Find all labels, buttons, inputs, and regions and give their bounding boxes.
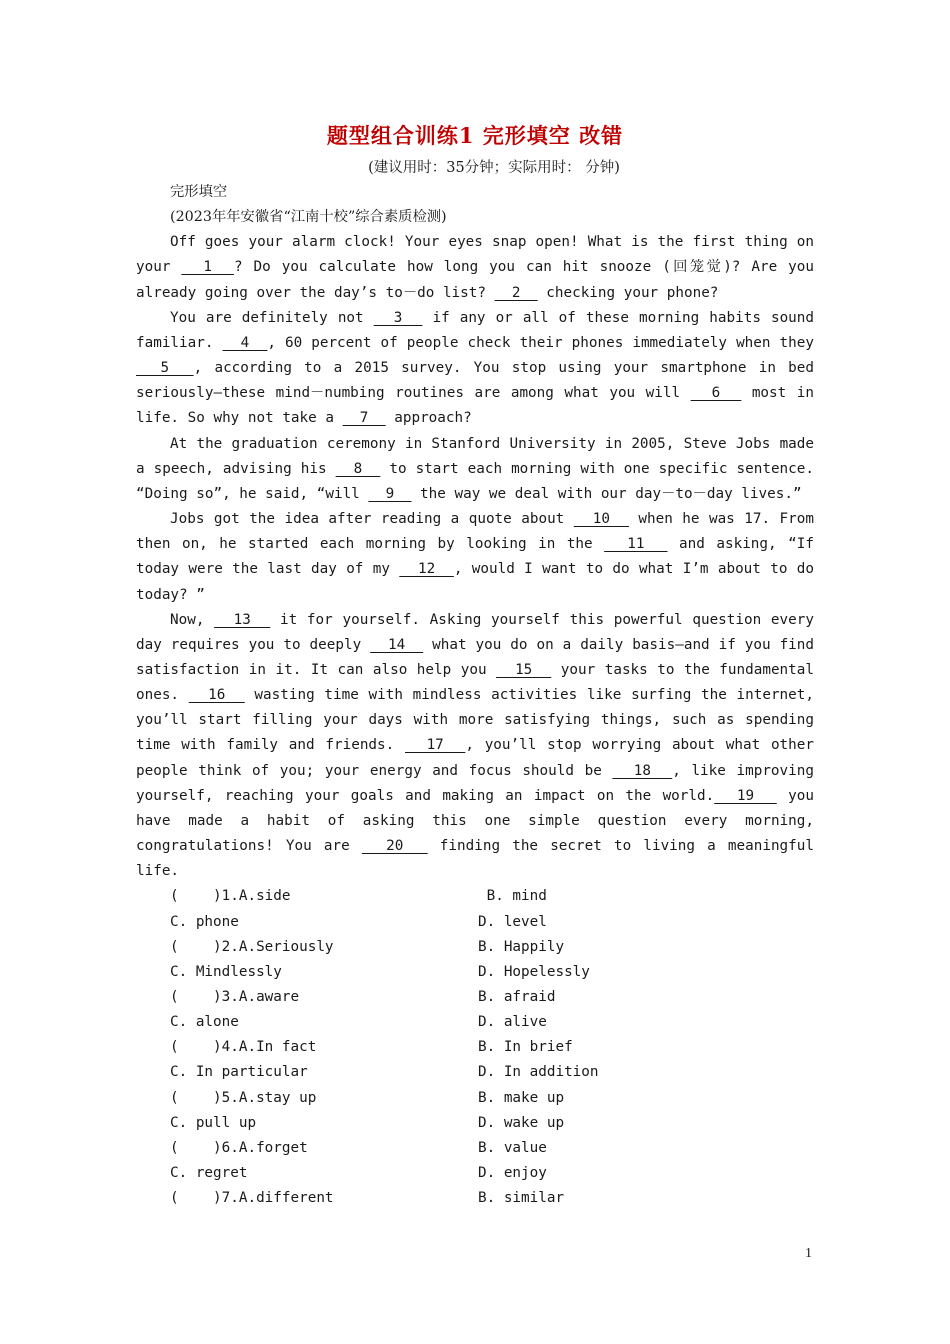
passage-text: approach? (385, 410, 472, 427)
passage-text: checking your phone? (537, 284, 719, 301)
option-row (136, 1086, 814, 1111)
option-left: ( )5.A.stay up (170, 1089, 317, 1106)
blank-15: 15 (496, 661, 552, 678)
option-row (136, 935, 814, 960)
option-row (136, 1186, 814, 1211)
question-options (136, 884, 814, 1211)
passage-text: and asking, “If today were the last day of my (136, 536, 814, 578)
option-left: C. alone (170, 1014, 239, 1031)
option-right: B. In brief (478, 1039, 573, 1056)
blank-6: 6 (690, 385, 742, 402)
passage-text: ? Do you calculate how long you can hit snooze (回笼觉)? Are you already going over the day’s to－do list? (136, 259, 815, 301)
option-left: C. phone (170, 913, 239, 930)
passage-text: Jobs got the idea after reading a quote about (170, 511, 574, 528)
option-left: C. Mindlessly (170, 963, 282, 980)
blank-14: 14 (370, 636, 424, 653)
source-note: (2023年年安徽省“江南十校”综合素质检测) (170, 209, 447, 226)
page-number: 1 (805, 1246, 812, 1261)
passage-text: You are definitely not (170, 309, 374, 326)
blank-17: 17 (405, 737, 466, 754)
blank-9: 9 (368, 485, 412, 502)
option-right: D. enjoy (478, 1164, 547, 1181)
passage-text: it for yourself. Asking yourself this powerful question every day requires you to deeply (136, 611, 814, 653)
option-row (136, 1161, 814, 1186)
blank-19: 19 (714, 787, 777, 804)
option-row (136, 1111, 814, 1136)
blank-4: 4 (222, 334, 268, 351)
option-right: D. In addition (478, 1064, 599, 1081)
option-right: D. alive (478, 1014, 547, 1031)
option-right: B. afraid (478, 988, 556, 1005)
passage-paragraph-2 (136, 306, 814, 432)
option-right: B. Happily (478, 938, 565, 955)
option-left: ( )3.A.aware (170, 988, 300, 1005)
option-right: B. mind (478, 888, 547, 905)
passage-text: your tasks to the fundamental ones. (136, 661, 814, 704)
option-row (136, 884, 814, 909)
option-left: C. regret (170, 1164, 248, 1181)
blank-20: 20 (361, 838, 428, 855)
option-row (136, 985, 814, 1010)
passage-text: to start each morning with one specific sentence. “Doing so”, he said, “will (136, 460, 814, 502)
option-row (136, 960, 814, 985)
blank-11: 11 (604, 536, 668, 553)
passage-paragraph-1 (136, 230, 814, 305)
section-heading: 完形填空 (170, 184, 228, 200)
blank-7: 7 (342, 410, 386, 427)
blank-10: 10 (573, 511, 629, 528)
passage-text: At the graduation ceremony in Stanford University in 2005, Steve Jobs made a speech, advising his (136, 435, 814, 477)
page-title: 题型组合训练1 完形填空 改错 (326, 123, 624, 148)
option-left: ( )6.A.forget (170, 1139, 308, 1156)
blank-8: 8 (335, 460, 381, 477)
option-right: D. Hopelessly (478, 963, 590, 980)
option-right: B. make up (478, 1089, 565, 1106)
passage-text: , according to a 2015 survey. You stop using your smartphone in bed seriously—these mind－numbing routines are among what you will (136, 360, 814, 402)
passage-text: most in life. So why not take a (136, 385, 814, 427)
passage-text: , you’ll stop worrying about what other people think of you; your energy and focus should be (136, 737, 814, 779)
option-left: C. In particular (170, 1064, 308, 1081)
passage-text: if any or all of these morning habits sound familiar. (136, 309, 814, 351)
option-right: B. similar (478, 1190, 565, 1207)
passage-text: , like improving yourself, reaching your goals and making an impact on the world. (136, 762, 814, 804)
option-row (136, 910, 814, 935)
option-right: B. value (478, 1139, 547, 1156)
blank-16: 16 (188, 687, 245, 704)
blank-18: 18 (612, 762, 673, 779)
passage-text: finding the secret to living a meaningful life. (136, 838, 814, 880)
option-right: D. level (478, 913, 547, 930)
option-left: ( )7.A.different (170, 1190, 334, 1207)
passage-paragraph-4 (136, 507, 814, 608)
passage-text: Now, (170, 611, 215, 628)
time-note: (建议用时：35分钟；实际用时： 分钟) (368, 160, 620, 176)
blank-13: 13 (214, 611, 271, 628)
blank-1: 1 (181, 259, 234, 276)
option-right: D. wake up (478, 1114, 565, 1131)
passage-text: when he was 17. From then on, he started each morning by looking in the (136, 511, 814, 553)
passage-text: , would I want to do what I’m about to do today? ” (136, 561, 814, 603)
passage-text: wasting time with mindless activities like surfing the internet, you’ll start filling your days with more satisfying things, such as spending time with family and friends. (136, 687, 814, 754)
blank-2: 2 (494, 284, 538, 301)
passage-paragraph-3 (136, 432, 814, 507)
passage-text: Off goes your alarm clock! Your eyes snap open! What is the first thing on your (136, 234, 814, 276)
option-left: ( )2.A.Seriously (170, 938, 334, 955)
blank-5: 5 (136, 360, 194, 377)
option-row (136, 1060, 814, 1085)
option-left: C. pull up (170, 1114, 257, 1131)
option-row (136, 1010, 814, 1035)
blank-12: 12 (399, 561, 454, 578)
document-body (136, 180, 814, 1211)
passage-text: , 60 percent of people check their phones immediately when they (267, 334, 814, 351)
passage-paragraph-5 (136, 608, 814, 885)
option-row (136, 1035, 814, 1060)
blank-3: 3 (373, 309, 423, 326)
passage-text: what you do on a daily basis—and if you find satisfaction in it. It can also help you (136, 636, 814, 678)
option-left: ( )4.A.In fact (170, 1039, 317, 1056)
option-row (136, 1136, 814, 1161)
option-left: ( )1.A.side (170, 888, 291, 905)
passage-text: the way we deal with our day－to－day lives.” (411, 485, 802, 502)
passage-text: you have made a habit of asking this one simple question every morning, congratulations! You are (136, 787, 814, 855)
